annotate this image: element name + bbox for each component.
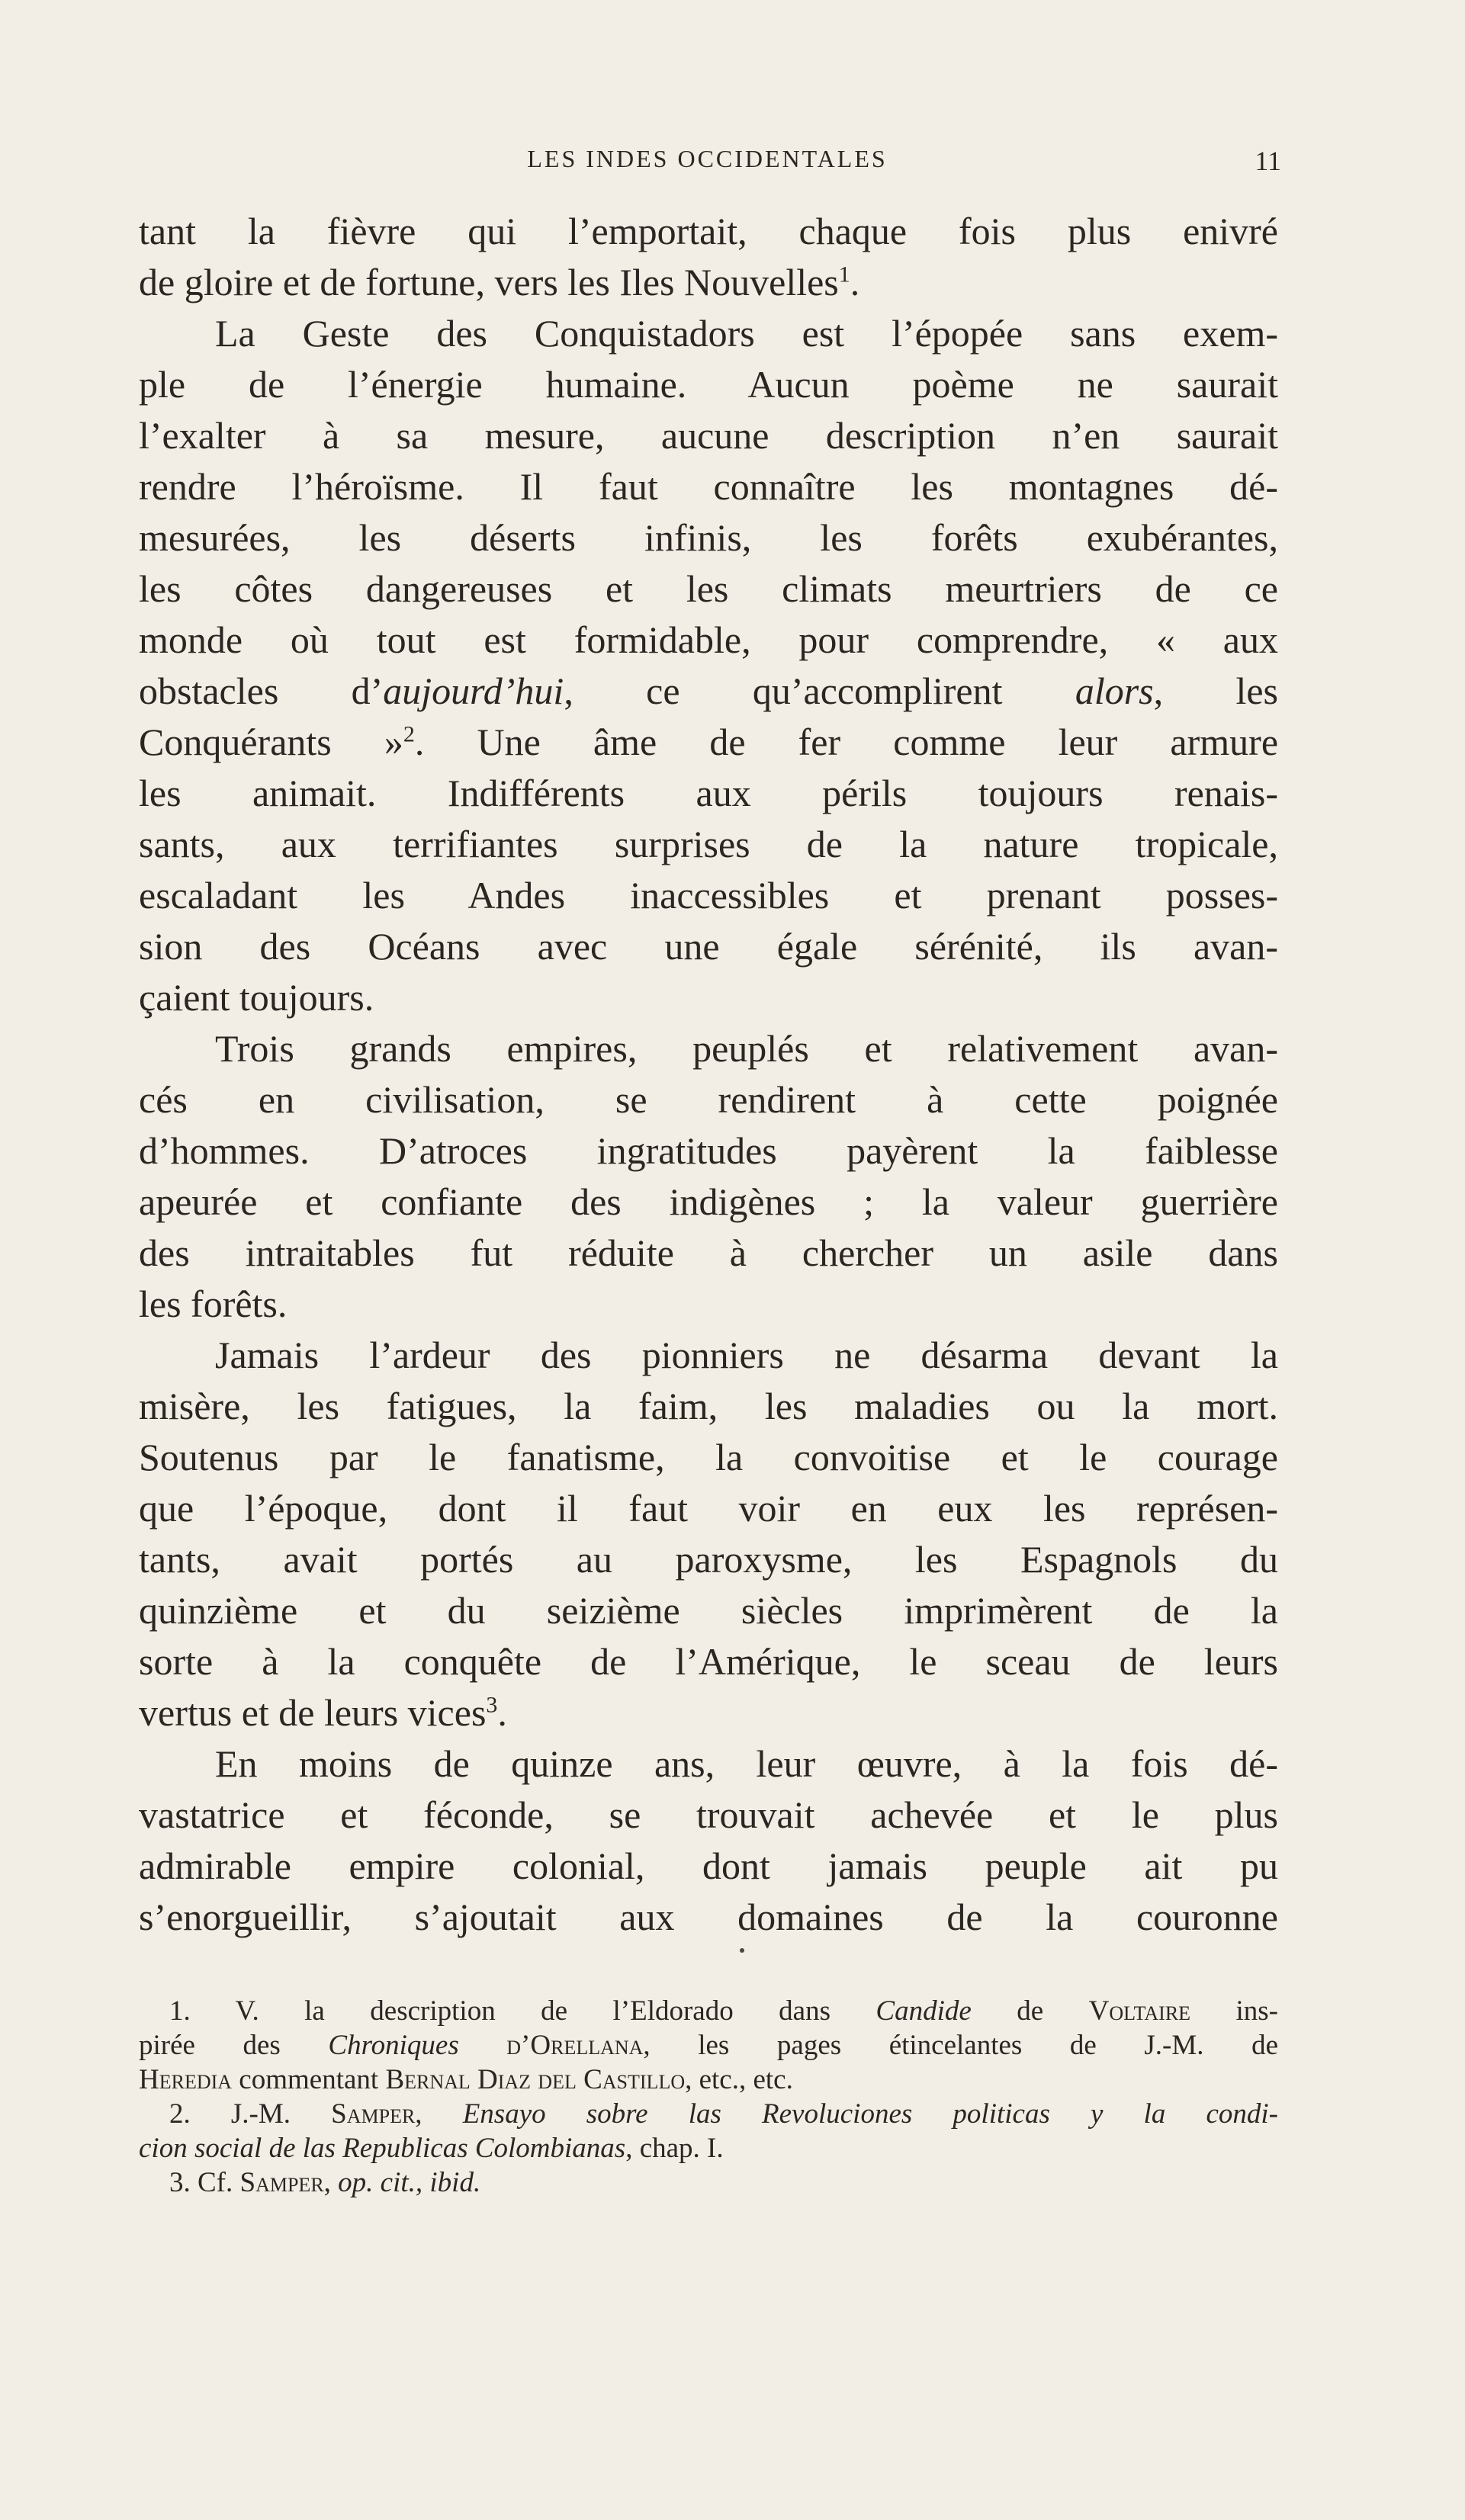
author-name: d’Orellana <box>506 2030 644 2061</box>
text-segment: commentant <box>232 2064 386 2095</box>
text-line: vastatrice et féconde, se trouvait achevée et le plus <box>139 1793 1278 1836</box>
page-number: 11 <box>1255 146 1281 176</box>
text-line: tant la fièvre qui l’emportait, chaque fois plus enivré <box>139 210 1278 252</box>
italic-text: Ensayo sobre las Revoluciones politicas y la condi- <box>462 2098 1278 2130</box>
text-line: sorte à la conquête de l’Amérique, le sceau de leurs <box>139 1640 1278 1683</box>
footnote-line <box>139 2028 1278 2063</box>
text-line: que l’époque, dont il faut voir en eux les représen- <box>139 1487 1278 1530</box>
text-line: des intraitables fut réduite à chercher un asile dans <box>139 1231 1278 1274</box>
author-name: Samper <box>239 2167 324 2198</box>
footnote-1 <box>139 1994 1278 2028</box>
text-segment <box>459 2030 507 2061</box>
text-line: mesurées, les déserts infinis, les forêts exubérantes, <box>139 516 1278 559</box>
text-line: sion des Océans avec une égale sérénité, ils avan- <box>139 925 1278 968</box>
text-segment: obstacles d’ <box>139 669 384 712</box>
text-line: d’hommes. D’atroces ingratitudes payèrent la faiblesse <box>139 1129 1278 1172</box>
author-name: Voltaire <box>1088 1995 1191 2027</box>
text-segment: ins- <box>1190 1995 1278 2027</box>
text-line: çaient toujours. <box>139 976 374 1019</box>
text-segment: , <box>415 2098 463 2130</box>
author-name: Bernal Diaz del Castillo <box>385 2064 686 2095</box>
text-line: apeurée et confiante des indigènes ; la valeur guerrière <box>139 1180 1278 1223</box>
italic-text: Chroniques <box>328 2030 459 2061</box>
text-line <box>139 1687 1278 1738</box>
text-line: l’exalter à sa mesure, aucune description n’en saurait <box>139 414 1278 457</box>
footnote-3 <box>139 2165 1278 2200</box>
text-line: les forêts. <box>139 1282 288 1325</box>
italic-text: alors <box>1075 669 1154 712</box>
paragraph-start: La Geste des Conquistadors est l’épopée sans exem- <box>215 312 1278 355</box>
text-segment: , les <box>1153 669 1278 712</box>
text-segment: de gloire et de fortune, vers les Iles Nouvelles <box>139 261 839 303</box>
text-line: monde où tout est formidable, pour comprendre, « aux <box>139 618 1278 661</box>
footnote-ref: 2 <box>403 721 415 747</box>
text-segment: 3. Cf. <box>169 2167 240 2198</box>
running-head <box>137 145 1281 183</box>
text-line: cés en civilisation, se rendirent à cette poignée <box>139 1078 1278 1121</box>
text-segment: . Une âme de fer comme leur armure <box>414 721 1279 763</box>
footnote-ref: 3 <box>486 1692 498 1718</box>
italic-text: op. cit., ibid. <box>338 2167 481 2198</box>
text-line: rendre l’héroïsme. Il faut connaître les montagnes dé- <box>139 465 1278 508</box>
text-segment: 2. J.-M. <box>169 2098 332 2130</box>
author-name: Samper <box>331 2098 416 2130</box>
footnote-ref: 1 <box>838 262 850 287</box>
text-line <box>139 717 1278 768</box>
italic-text: aujourd’hui <box>383 669 564 712</box>
author-name: Heredia <box>139 2064 233 2095</box>
paragraph-start: Jamais l’ardeur des pionniers ne désarma devant la <box>215 1334 1278 1376</box>
text-segment: , chap. I. <box>625 2133 724 2164</box>
text-line: admirable empire colonial, dont jamais peuple ait pu <box>139 1844 1278 1887</box>
text-segment: vertus et de leurs vices <box>139 1691 487 1734</box>
text-segment: de <box>971 1995 1089 2027</box>
text-line: quinzième et du seizième siècles imprimèrent de la <box>139 1589 1278 1632</box>
text-segment: , etc., etc. <box>685 2064 793 2095</box>
text-segment: , <box>323 2167 339 2198</box>
text-segment: . <box>497 1691 507 1734</box>
text-line: de gloire et de fortune, vers les Iles Nouvelles$^1$. <box>139 261 860 303</box>
running-title: LES INDES OCCIDENTALES <box>527 145 888 172</box>
text-segment: Conquérants » <box>139 721 403 763</box>
paragraph-start: Trois grands empires, peuplés et relativement avan- <box>215 1027 1278 1070</box>
footnote-2 <box>139 2097 1278 2131</box>
footnote-line <box>139 2063 1278 2097</box>
italic-text: Candide <box>875 1995 972 2027</box>
paragraph-start: En moins de quinze ans, leur œuvre, à la fois dé- <box>215 1742 1278 1785</box>
print-speck <box>740 1948 744 1953</box>
text-line <box>139 666 1278 717</box>
text-line: les côtes dangereuses et les climats meurtriers de ce <box>139 567 1278 610</box>
main-text <box>139 206 1278 1943</box>
text-line: les animait. Indifférents aux périls toujours renais- <box>139 772 1278 814</box>
text-line: s’enorgueillir, s’ajoutait aux domaines de la couronne <box>139 1896 1278 1938</box>
text-line: ple de l’énergie humaine. Aucun poème ne saurait <box>139 363 1278 406</box>
italic-text: cion social de las Republicas Colombianas <box>139 2133 626 2164</box>
text-line: tants, avait portés au paroxysme, les Espagnols du <box>139 1538 1278 1581</box>
text-segment: , ce qu’accomplirent <box>564 669 1075 712</box>
text-line: escaladant les Andes inaccessibles et prenant posses- <box>139 874 1278 917</box>
text-segment: 1. V. la description de l’Eldorado dans <box>169 1995 876 2027</box>
text-segment: , les pages étincelantes de J.-M. de <box>643 2030 1278 2061</box>
footnote-line <box>139 2131 1278 2165</box>
text-line: Soutenus par le fanatisme, la convoitise et le courage <box>139 1436 1278 1478</box>
footnotes <box>139 1994 1278 2200</box>
text-line: misère, les fatigues, la faim, les maladies ou la mort. <box>139 1385 1278 1427</box>
text-segment: pirée des <box>139 2030 329 2061</box>
text-line: sants, aux terrifiantes surprises de la nature tropicale, <box>139 823 1278 865</box>
